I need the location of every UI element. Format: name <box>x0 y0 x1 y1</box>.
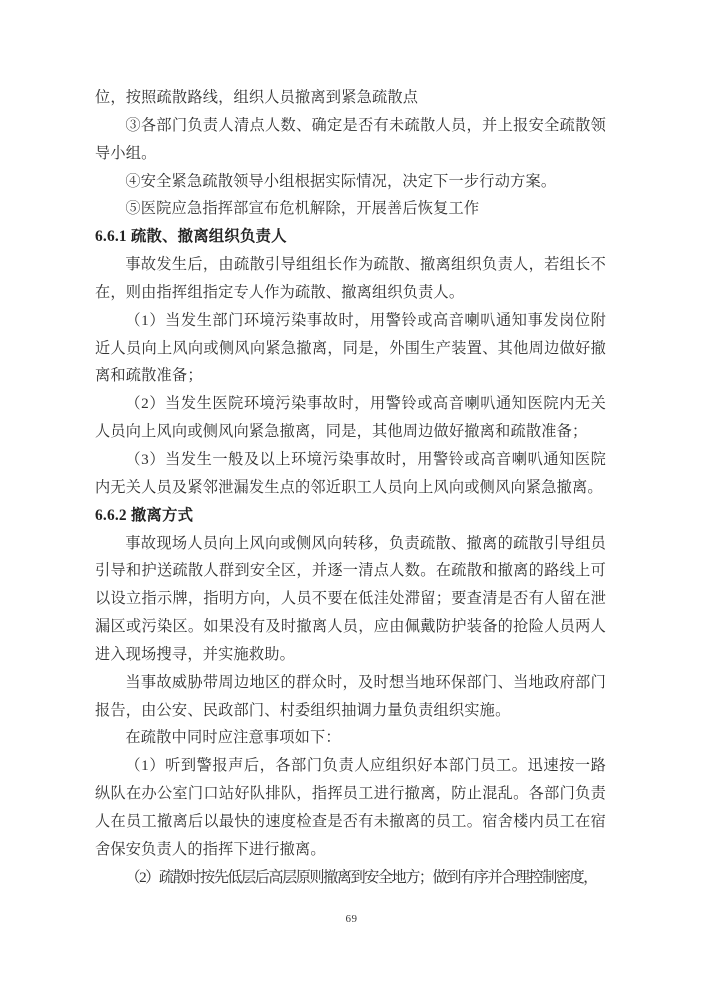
paragraph: 当事故威胁带周边地区的群众时，及时想当地环保部门、当地政府部门报告，由公安、民政部门、村委组织抽调力量负责组织实施。 <box>95 673 606 719</box>
paragraph-continuation: 位，按照疏散路线，组织人员撤离到紧急疏散点 <box>95 89 419 106</box>
paragraph-item-1: （1）当发生部门环境污染事故时，用警铃或高音喇叭通知事发岗位附近人员向上风向或侧风向紧急撤离，同是，外围生产装置、其他周边做好撤离和疏散准备； <box>95 311 606 385</box>
document-body <box>95 84 606 891</box>
paragraph-step-5: ⑤医院应急指挥部宣布危机解除，开展善后恢复工作 <box>125 200 480 218</box>
paragraph-step-3: ③各部门负责人清点人数、确定是否有未疏散人员，并上报安全疏散领导小组。 <box>95 116 606 162</box>
paragraph-notes-intro: 在疏散中同时应注意事项如下： <box>125 729 341 747</box>
paragraph-note-2: （2）疏散时按先低层后高层原则撤离到安全地方；做到有序并合理控制密度， <box>125 868 597 886</box>
page-number: 69 <box>345 913 358 925</box>
paragraph: 事故现场人员向上风向或侧风向转移，负责疏散、撤离的疏散引导组员引导和护送疏散人群到安全区，并逐一清点人数。在疏散和撤离的路线上可以设立指示牌，指明方向，人员不要在低洼处滞留；要查清是否有人留在泄漏区或污染区。如果没有及时撤离人员，应由佩戴防护装备的抢险人员两人进入现场搜寻，并实施救助。 <box>95 534 606 663</box>
paragraph: 事故发生后，由疏散引导组组长作为疏散、撤离组织负责人，若组长不在，则由指挥组指定专人作为疏散、撤离组织负责人。 <box>95 256 606 301</box>
paragraph-item-2: （2）当发生医院环境污染事故时，用警铃或高音喇叭通知医院内无关人员向上风向或侧风向紧急撤离，同是，其他周边做好撤离和疏散准备； <box>95 395 606 441</box>
paragraph-step-4: ④安全紧急疏散领导小组根据实际情况，决定下一步行动方案。 <box>125 172 557 190</box>
section-heading-6-6-1: 6.6.1 疏散、撤离组织负责人 <box>95 228 287 246</box>
section-heading-6-6-2: 6.6.2 撤离方式 <box>95 506 194 524</box>
paragraph-item-3: （3）当发生一般及以上环境污染事故时，用警铃或高音喇叭通知医院内无关人员及紧邻泄漏发生点的邻近职工人员向上风向或侧风向紧急撤离。 <box>95 450 606 496</box>
paragraph-note-1: （1）听到警报声后，各部门负责人应组织好本部门员工。迅速按一路纵队在办公室门口站好队排队，指挥员工进行撤离，防止混乱。各部门负责人在员工撤离后以最快的速度检查是否有未撤离的员工。宿舍楼内员工在宿舍保安负责人的指挥下进行撤离。 <box>95 757 606 858</box>
